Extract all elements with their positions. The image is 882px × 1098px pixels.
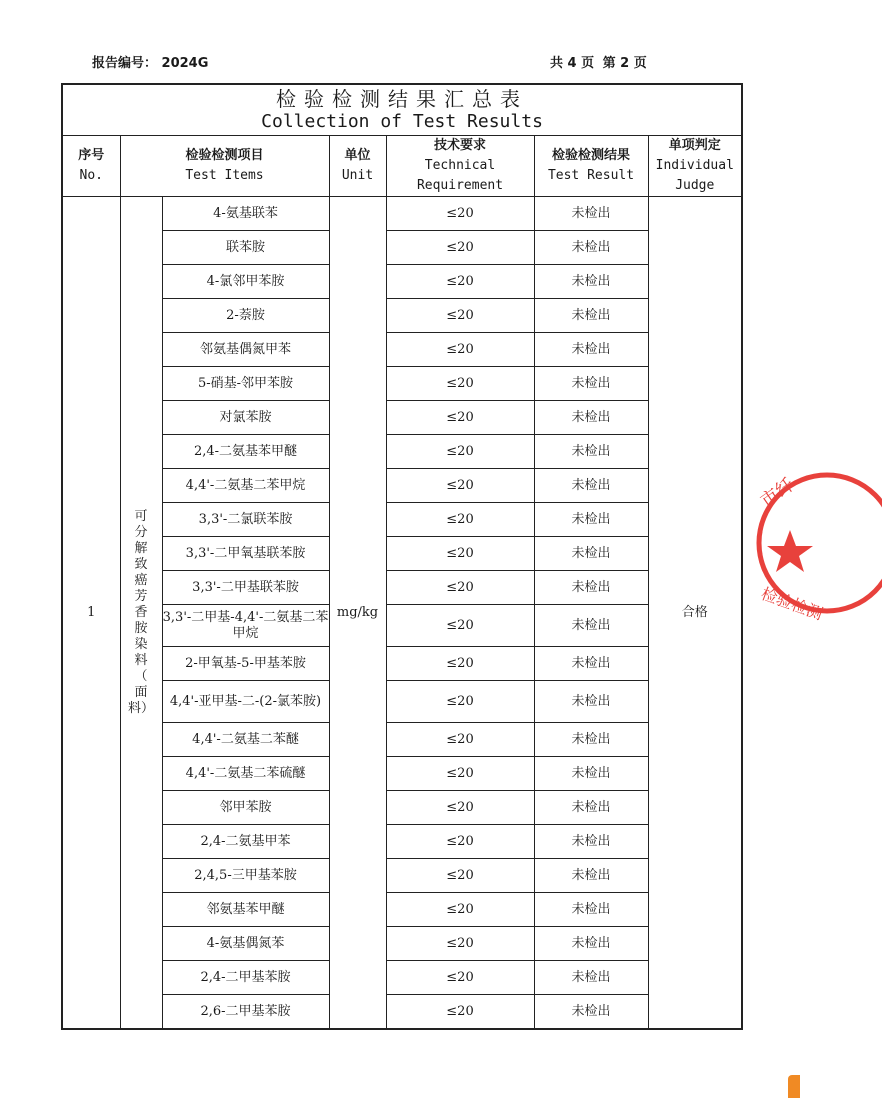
test-item: 2,6-二甲基苯胺 [162,995,329,1030]
side-tab[interactable] [788,1075,800,1098]
group-unit: mg/kg [329,197,386,1030]
requirement-value: ≤20 [386,825,534,859]
table-row [62,435,742,469]
result-value: 未检出 [534,757,648,791]
table-row [62,859,742,893]
result-value: 未检出 [534,681,648,723]
header-judge-en1: Individual [655,158,734,173]
seal-star [767,530,813,572]
group-category: 可 分 解 致 癌 芳 香 胺 染 料 （ 面 料） [120,197,162,1030]
requirement-value: ≤20 [386,537,534,571]
result-value: 未检出 [534,647,648,681]
header-result-en: Test Result [547,168,635,183]
requirement-value: ≤20 [386,723,534,757]
requirement-value: ≤20 [386,503,534,537]
header-no-cn: 序号 [78,148,105,163]
table-row [62,791,742,825]
table-row [62,469,742,503]
test-item: 2-萘胺 [162,299,329,333]
header-req-en2: Requirement [416,178,504,193]
table-row [62,537,742,571]
header-unit [329,136,386,197]
test-item: 2,4-二氨基甲苯 [162,825,329,859]
result-value: 未检出 [534,605,648,647]
result-value: 未检出 [534,333,648,367]
result-value: 未检出 [534,401,648,435]
report-number-label: 报告编号： [92,56,158,71]
result-value: 未检出 [534,299,648,333]
test-item: 对氯苯胺 [162,401,329,435]
table-row [62,995,742,1030]
requirement-value: ≤20 [386,333,534,367]
table-row [62,367,742,401]
result-value: 未检出 [534,825,648,859]
table-row [62,401,742,435]
test-item: 5-硝基-邻甲苯胺 [162,367,329,401]
table-row [62,333,742,367]
requirement-value: ≤20 [386,231,534,265]
requirement-value: ≤20 [386,435,534,469]
table-title [62,84,742,136]
test-item: 3,3'-二甲氧基联苯胺 [162,537,329,571]
table-row [62,961,742,995]
result-value: 未检出 [534,893,648,927]
requirement-value: ≤20 [386,197,534,231]
page-number: 第 2 页 [602,56,647,71]
header-requirement [386,136,534,197]
test-item: 4-氨基偶氮苯 [162,927,329,961]
test-item: 4-氨基联苯 [162,197,329,231]
page-indicator [550,52,651,71]
test-item: 3,3'-二甲基-4,4'-二氨基二苯甲烷 [162,605,329,647]
requirement-value: ≤20 [386,265,534,299]
requirement-value: ≤20 [386,299,534,333]
requirement-value: ≤20 [386,961,534,995]
test-item: 2,4-二甲基苯胺 [162,961,329,995]
group-number: 1 [62,197,120,1030]
result-value: 未检出 [534,995,648,1030]
requirement-value: ≤20 [386,893,534,927]
header-req-cn: 技术要求 [433,138,486,153]
test-item: 邻甲苯胺 [162,791,329,825]
requirement-value: ≤20 [386,367,534,401]
table-row [62,503,742,537]
result-value: 未检出 [534,927,648,961]
requirement-value: ≤20 [386,605,534,647]
result-value: 未检出 [534,265,648,299]
title-cn: 检验检测结果汇总表 [276,87,529,111]
result-value: 未检出 [534,503,648,537]
table-row [62,197,742,231]
result-value: 未检出 [534,571,648,605]
test-item: 4,4'-二氨基二苯硫醚 [162,757,329,791]
header-result [534,136,648,197]
table-row [62,605,742,647]
test-item: 3,3'-二甲基联苯胺 [162,571,329,605]
results-table [61,83,743,1030]
header-unit-en: Unit [341,168,374,183]
header-no [62,136,120,197]
table-row [62,571,742,605]
header-judge-en2: Judge [675,178,715,193]
result-value: 未检出 [534,961,648,995]
header-items [120,136,329,197]
requirement-value: ≤20 [386,757,534,791]
result-value: 未检出 [534,197,648,231]
test-item: 联苯胺 [162,231,329,265]
requirement-value: ≤20 [386,647,534,681]
requirement-value: ≤20 [386,681,534,723]
test-item: 邻氨基苯甲醚 [162,893,329,927]
requirement-value: ≤20 [386,859,534,893]
header-judge-cn: 单项判定 [668,138,721,153]
table-row [62,723,742,757]
header-judge [648,136,742,197]
requirement-value: ≤20 [386,469,534,503]
table-row [62,681,742,723]
official-seal [752,468,882,624]
table-row [62,893,742,927]
result-value: 未检出 [534,231,648,265]
result-value: 未检出 [534,469,648,503]
header-items-en: Test Items [185,168,264,183]
requirement-value: ≤20 [386,401,534,435]
header-req-en1: Technical [424,158,496,173]
table-row [62,265,742,299]
table-row [62,299,742,333]
requirement-value: ≤20 [386,927,534,961]
table-row [62,647,742,681]
header-unit-cn: 单位 [344,148,371,163]
report-number-value: 2024G [161,56,209,71]
requirement-value: ≤20 [386,995,534,1030]
table-row [62,927,742,961]
requirement-value: ≤20 [386,791,534,825]
test-item: 2-甲氧基-5-甲基苯胺 [162,647,329,681]
test-item: 2,4-二氨基苯甲醚 [162,435,329,469]
header-items-cn: 检验检测项目 [185,148,264,163]
requirement-value: ≤20 [386,571,534,605]
test-item: 4,4'-亚甲基-二-(2-氯苯胺) [162,681,329,723]
table-row [62,231,742,265]
result-value: 未检出 [534,791,648,825]
table-row [62,825,742,859]
test-item: 4,4'-二氨基二苯醚 [162,723,329,757]
test-item: 4-氯邻甲苯胺 [162,265,329,299]
title-en: Collection of Test Results [261,111,543,132]
header-result-cn: 检验检测结果 [551,148,630,163]
seal-text-bottom: 检验检测 [758,583,826,624]
report-number [92,52,208,71]
test-item: 2,4,5-三甲基苯胺 [162,859,329,893]
result-value: 未检出 [534,859,648,893]
group-judgement: 合格 [648,197,742,1030]
result-value: 未检出 [534,537,648,571]
test-item: 邻氨基偶氮甲苯 [162,333,329,367]
test-item: 4,4'-二氨基二苯甲烷 [162,469,329,503]
result-value: 未检出 [534,367,648,401]
result-value: 未检出 [534,723,648,757]
header-no-en: No. [79,168,103,183]
total-pages: 共 4 页 [550,56,595,71]
table-row [62,757,742,791]
test-item: 3,3'-二氯联苯胺 [162,503,329,537]
result-value: 未检出 [534,435,648,469]
seal-text-top: 市纤 [756,474,799,513]
